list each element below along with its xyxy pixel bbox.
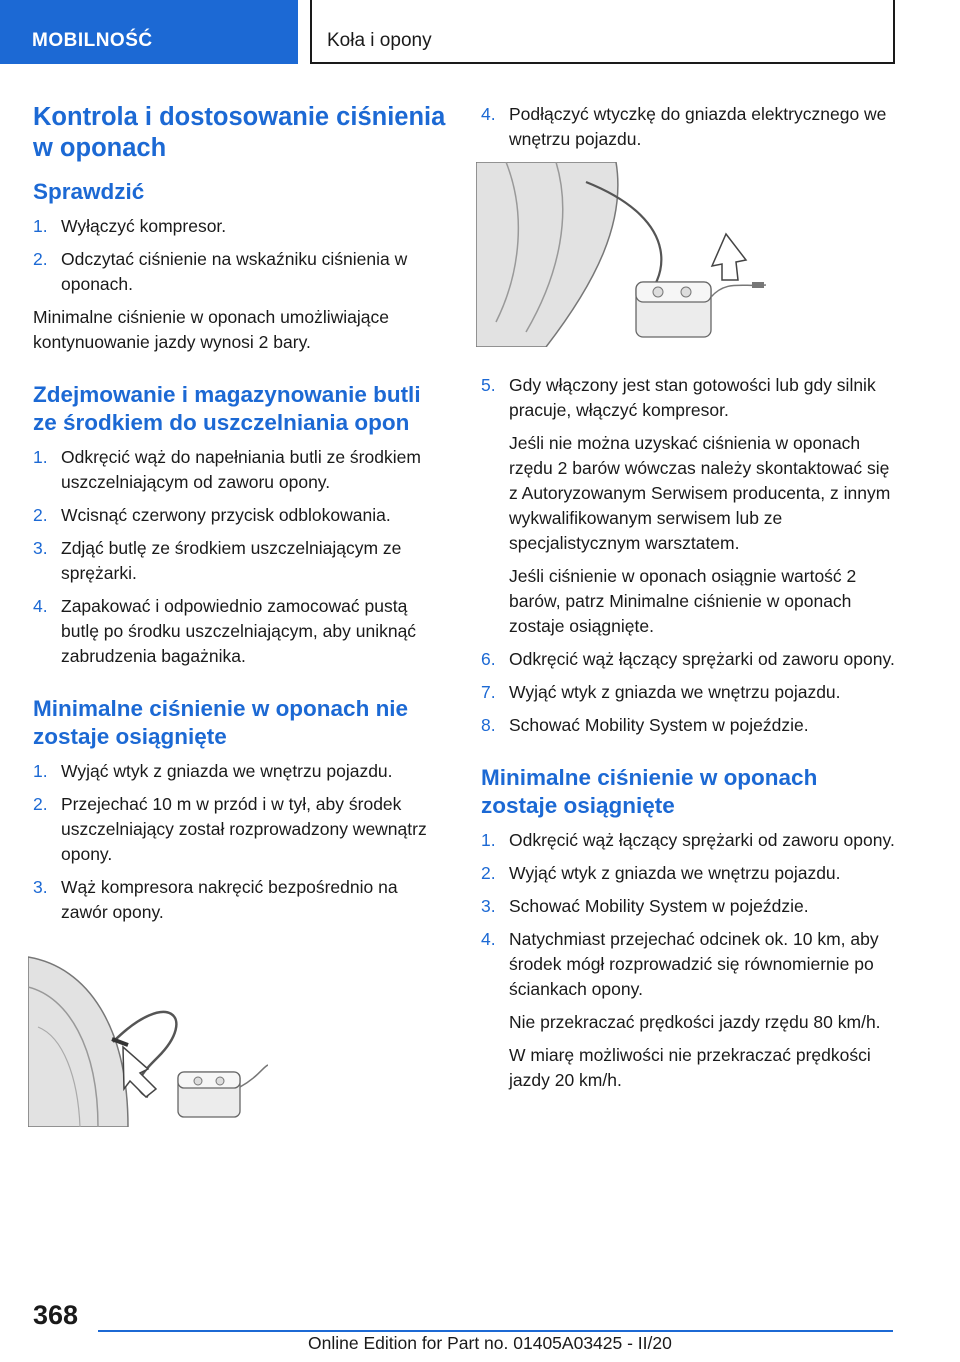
- list-item: [33, 594, 448, 669]
- item-number: 3.: [481, 896, 496, 916]
- list-item: [481, 373, 896, 639]
- item-number: 4.: [481, 929, 496, 949]
- compressor-valve-illustration: [28, 947, 268, 1127]
- item-number: 4.: [33, 596, 48, 616]
- item-number: 1.: [481, 830, 496, 850]
- list-remove-bottle: [33, 445, 448, 669]
- item-number: 1.: [33, 216, 48, 236]
- heading-remove-bottle: Zdejmowanie i magazynowanie butli ze środkiem do uszczelniania opon: [33, 382, 421, 435]
- item-number: 3.: [33, 877, 48, 897]
- list-not-reached: [33, 759, 448, 925]
- list-reached: [481, 828, 896, 1093]
- item-text: Wyjąć wtyk z gniazda we wnętrzu pojazdu.: [61, 761, 393, 781]
- item-text: Przejechać 10 m w przód i w tył, aby środek uszczelniający został rozprowadzony wewnątrz opony.: [61, 794, 427, 864]
- item-paragraph: Nie przekraczać prędkości jazdy rzędu 80 km/h.: [509, 1012, 881, 1032]
- item-number: 2.: [33, 794, 48, 814]
- item-text: Odkręcić wąż łączący sprężarki od zaworu opony.: [509, 649, 895, 669]
- list-item: [481, 102, 896, 152]
- item-number: 2.: [33, 505, 48, 525]
- item-text: Zapakować i odpowiednio zamocować pustą butlę po środku uszczelniającym, aby uniknąć zabrudzenia bagażnika.: [61, 596, 417, 666]
- chapter-title: Koła i opony: [310, 0, 895, 64]
- list-item: [481, 927, 896, 1093]
- item-text: Schować Mobility System w pojeździe.: [509, 896, 809, 916]
- left-column: [33, 102, 448, 1127]
- list-item: [33, 536, 448, 586]
- list-item: [481, 680, 896, 705]
- list-item: [481, 828, 896, 853]
- right-column: [481, 102, 896, 1101]
- item-text: Wyjąć wtyk z gniazda we wnętrzu pojazdu.: [509, 682, 841, 702]
- item-number: 3.: [33, 538, 48, 558]
- item-text: Natychmiast przejechać odcinek ok. 10 km, aby środek mógł rozprowadzić się równomiernie po ściankach opony.: [509, 929, 879, 999]
- page-number: 368: [33, 1300, 79, 1330]
- compressor-socket-illustration: [476, 162, 766, 347]
- list-continue-a: [481, 102, 896, 152]
- item-number: 1.: [33, 447, 48, 467]
- list-item: [481, 647, 896, 672]
- item-number: 6.: [481, 649, 496, 669]
- item-paragraph: Jeśli nie można uzyskać ciśnienia w oponach rzędu 2 barów wówczas należy skontaktować się z Autoryzowanym Serwisem producenta, z innym wykwalifikowanym serwisem lub ze specjalistycznym warsztatem.: [509, 433, 891, 553]
- section-tab: MOBILNOŚĆ: [0, 0, 298, 64]
- heading-reached: Minimalne ciśnienie w oponach zostaje osiągnięte: [481, 765, 818, 818]
- item-text: Podłączyć wtyczkę do gniazda elektrycznego we wnętrzu pojazdu.: [509, 104, 887, 149]
- item-paragraph: Jeśli ciśnienie w oponach osiągnie wartość 2 barów, patrz Minimalne ciśnienie w oponach zostaje osiągnięte.: [509, 566, 857, 636]
- item-number: 7.: [481, 682, 496, 702]
- item-number: 2.: [481, 863, 496, 883]
- item-text: Wąż kompresora nakręcić bezpośrednio na zawór opony.: [61, 877, 398, 922]
- list-item: [33, 875, 448, 925]
- min-pressure-note: Minimalne ciśnienie w oponach umożliwiające kontynuowanie jazdy wynosi 2 bary.: [33, 307, 390, 352]
- heading-not-reached: Minimalne ciśnienie w oponach nie zostaje osiągnięte: [33, 696, 409, 749]
- list-item: [33, 503, 448, 528]
- footer-rule: [98, 1330, 893, 1332]
- item-text: Odkręcić wąż łączący sprężarki od zaworu opony.: [509, 830, 895, 850]
- item-text: Wcisnąć czerwony przycisk odblokowania.: [61, 505, 391, 525]
- item-number: 1.: [33, 761, 48, 781]
- list-item: [481, 713, 896, 738]
- item-number: 2.: [33, 249, 48, 269]
- page-title: Kontrola i dostosowanie ciśnienia w oponach: [33, 103, 446, 162]
- list-item: [33, 445, 448, 495]
- item-text: Odczytać ciśnienie na wskaźniku ciśnienia w oponach.: [61, 249, 408, 294]
- item-text: Odkręcić wąż do napełniania butli ze środkiem uszczelniającym od zaworu opony.: [61, 447, 421, 492]
- list-item: [33, 214, 448, 239]
- list-item: [33, 247, 448, 297]
- list-check: [33, 214, 448, 297]
- item-text: Zdjąć butlę ze środkiem uszczelniającym ze sprężarki.: [61, 538, 402, 583]
- edition-note: Online Edition for Part no. 01405A03425 - II/20: [308, 1333, 672, 1353]
- item-number: 4.: [481, 104, 496, 124]
- heading-check: Sprawdzić: [33, 179, 145, 204]
- list-continue-b: [481, 373, 896, 738]
- item-paragraph: W miarę możliwości nie przekraczać prędkości jazdy 20 km/h.: [509, 1045, 871, 1090]
- list-item: [481, 894, 896, 919]
- item-number: 8.: [481, 715, 496, 735]
- list-item: [481, 861, 896, 886]
- list-item: [33, 792, 448, 867]
- item-text: Gdy włączony jest stan gotowości lub gdy silnik pracuje, włączyć kompresor.: [509, 375, 876, 420]
- item-text: Schować Mobility System w pojeździe.: [509, 715, 809, 735]
- item-text: Wyłączyć kompresor.: [61, 216, 227, 236]
- item-text: Wyjąć wtyk z gniazda we wnętrzu pojazdu.: [509, 863, 841, 883]
- list-item: [33, 759, 448, 784]
- item-number: 5.: [481, 375, 496, 395]
